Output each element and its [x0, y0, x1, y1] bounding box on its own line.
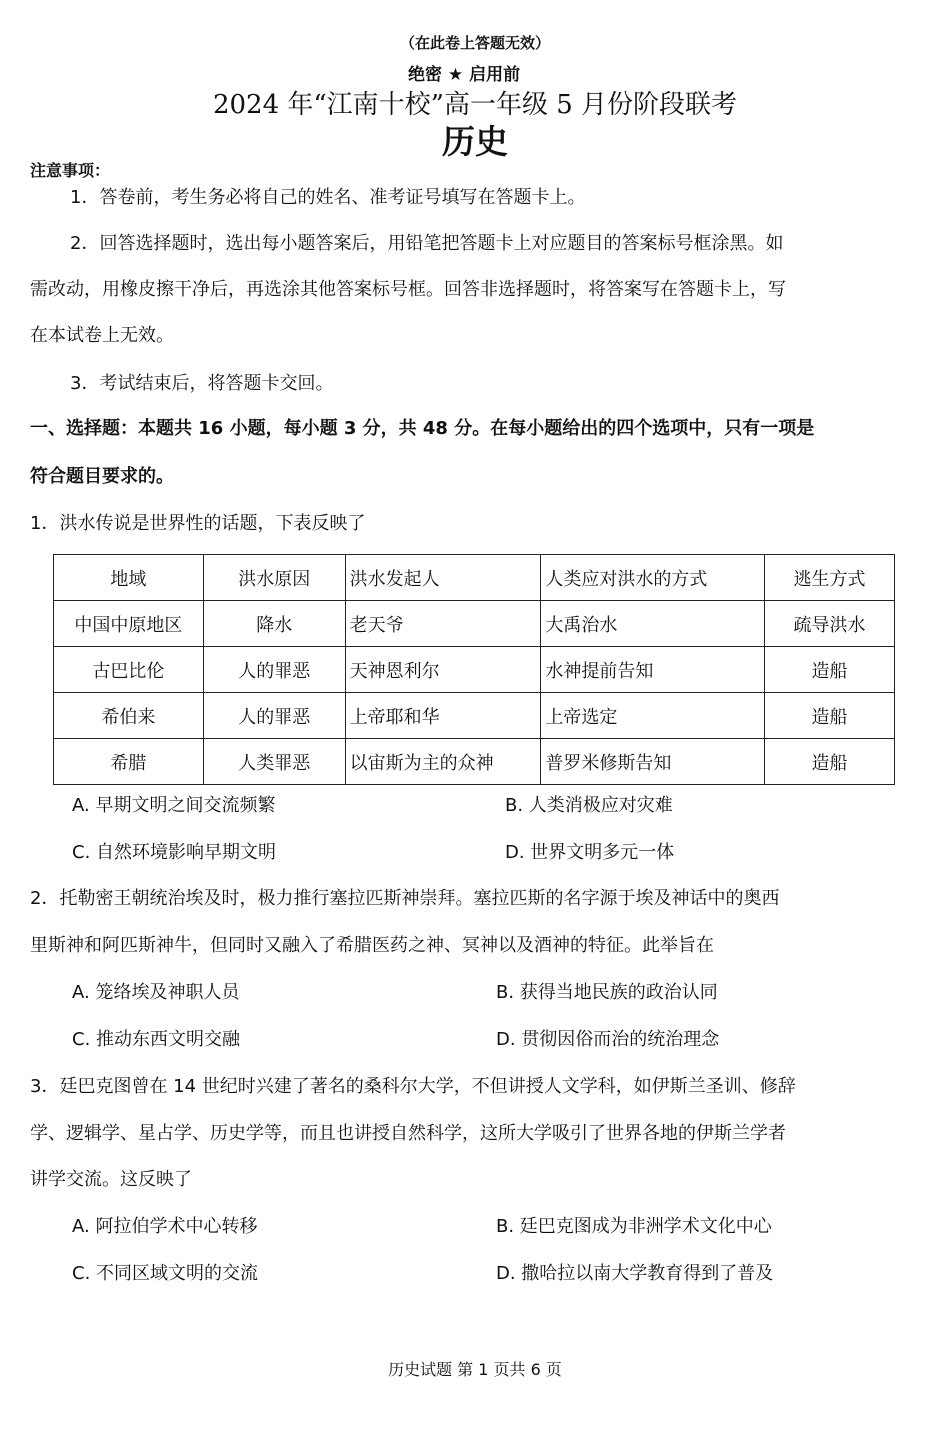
table-cell: 水神提前告知 — [541, 647, 765, 693]
table-row — [54, 693, 895, 739]
question-1-stem: 1．洪水传说是世界性的话题，下表反映了 — [30, 513, 366, 534]
table-cell: 人的罪恶 — [203, 693, 345, 739]
table-cell: 上帝耶和华 — [345, 693, 541, 739]
table-cell: 普罗米修斯告知 — [541, 739, 765, 785]
table-cell: 以宙斯为主的众神 — [345, 739, 541, 785]
table-row — [54, 601, 895, 647]
table-row — [54, 647, 895, 693]
table-header-cell: 洪水发起人 — [345, 555, 541, 601]
q1-option-b: B. 人类消极应对灾难 — [505, 795, 673, 816]
table-cell: 中国中原地区 — [54, 601, 204, 647]
table-cell: 大禹治水 — [541, 601, 765, 647]
q2-option-a: A. 笼络埃及神职人员 — [72, 982, 240, 1003]
table-header-cell: 人类应对洪水的方式 — [541, 555, 765, 601]
notice-item-3: 3．考试结束后，将答题卡交回。 — [70, 373, 334, 394]
question-3-stem-line-2: 学、逻辑学、星占学、历史学等，而且也讲授自然科学，这所大学吸引了世界各地的伊斯兰学者 — [30, 1123, 786, 1144]
q3-option-a: A. 阿拉伯学术中心转移 — [72, 1216, 258, 1237]
table-cell: 疏导洪水 — [765, 601, 895, 647]
page-footer: 历史试题 第 1 页共 6 页 — [388, 1360, 562, 1379]
flood-legend-table — [53, 554, 895, 785]
q3-option-c: C. 不同区域文明的交流 — [72, 1263, 259, 1284]
table-cell: 人的罪恶 — [203, 647, 345, 693]
question-2-stem-line-2: 里斯神和阿匹斯神牛，但同时又融入了希腊医药之神、冥神以及酒神的特征。此举旨在 — [30, 935, 714, 956]
q1-option-a: A. 早期文明之间交流频繁 — [72, 795, 276, 816]
question-3-stem-line-1: 3．廷巴克图曾在 14 世纪时兴建了著名的桑科尔大学，不但讲授人文学科，如伊斯兰圣训、修辞 — [30, 1076, 796, 1097]
table-cell: 天神恩利尔 — [345, 647, 541, 693]
table-cell: 造船 — [765, 739, 895, 785]
table-header-cell: 洪水原因 — [203, 555, 345, 601]
table-cell: 上帝选定 — [541, 693, 765, 739]
q1-option-d: D. 世界文明多元一体 — [505, 842, 675, 863]
section-1-heading-line-1: 一、选择题：本题共 16 小题，每小题 3 分，共 48 分。在每小题给出的四个选项中，只有一项是 — [30, 418, 815, 439]
table-header-row — [54, 555, 895, 601]
table-header-cell: 地域 — [54, 555, 204, 601]
table-cell: 古巴比伦 — [54, 647, 204, 693]
table-cell: 人类罪恶 — [203, 739, 345, 785]
table-cell: 降水 — [203, 601, 345, 647]
table-cell: 造船 — [765, 647, 895, 693]
q3-option-b: B. 廷巴克图成为非洲学术文化中心 — [496, 1216, 772, 1237]
q2-option-d: D. 贯彻因俗而治的统治理念 — [496, 1029, 720, 1050]
table-header-cell: 逃生方式 — [765, 555, 895, 601]
notice-item-1: 1．答卷前，考生务必将自己的姓名、准考证号填写在答题卡上。 — [70, 187, 586, 208]
notice-item-2-line-1: 2．回答选择题时，选出每小题答案后，用铅笔把答题卡上对应题目的答案标号框涂黑。如 — [70, 233, 784, 254]
subject-title: 历史 — [442, 122, 508, 161]
notice-heading: 注意事项： — [30, 161, 111, 180]
section-1-heading-line-2: 符合题目要求的。 — [30, 466, 174, 487]
notice-item-2-line-2: 需改动，用橡皮擦干净后，再选涂其他答案标号框。回答非选择题时，将答案写在答题卡上，写 — [30, 279, 786, 300]
q2-option-b: B. 获得当地民族的政治认同 — [496, 982, 718, 1003]
notice-item-2-line-3: 在本试卷上无效。 — [30, 325, 174, 346]
table-cell: 希伯来 — [54, 693, 204, 739]
table-cell: 老天爷 — [345, 601, 541, 647]
confidential-mark: 绝密 ★ 启用前 — [408, 65, 521, 85]
exam-title: 2024 年“江南十校”高一年级 5 月份阶段联考 — [212, 90, 738, 120]
q2-option-c: C. 推动东西文明交融 — [72, 1029, 241, 1050]
q3-option-d: D. 撒哈拉以南大学教育得到了普及 — [496, 1263, 774, 1284]
table-cell: 造船 — [765, 693, 895, 739]
table-row — [54, 739, 895, 785]
question-3-stem-line-3: 讲学交流。这反映了 — [30, 1169, 192, 1190]
question-2-stem-line-1: 2．托勒密王朝统治埃及时，极力推行塞拉匹斯神崇拜。塞拉匹斯的名字源于埃及神话中的奥西 — [30, 888, 780, 909]
table-cell: 希腊 — [54, 739, 204, 785]
invalid-answer-note: （在此卷上答题无效） — [399, 34, 550, 52]
q1-option-c: C. 自然环境影响早期文明 — [72, 842, 277, 863]
